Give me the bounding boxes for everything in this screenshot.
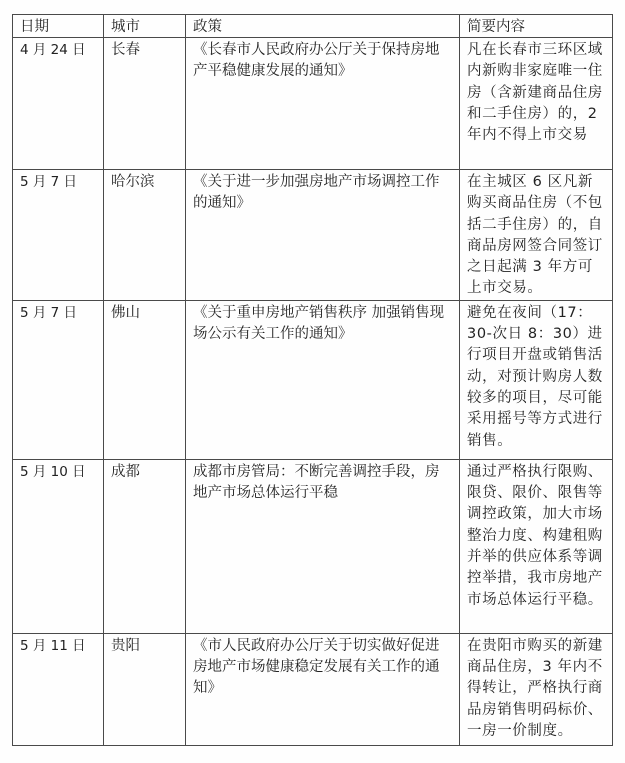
date-cell: 5 月 10 日 [13, 459, 104, 633]
policy-cell: 《长春市人民政府办公厅关于保持房地产平稳健康发展的通知》 [186, 38, 460, 170]
summary-cell: 凡在长春市三环区域内新购非家庭唯一住房（含新建商品住房和二手住房）的，2 年内不得上市交易 [460, 38, 613, 170]
city-cell: 贵阳 [104, 633, 186, 745]
housing-policy-table [12, 14, 613, 746]
policy-cell: 《关于进一步加强房地产市场调控工作的通知》 [186, 170, 460, 301]
header-policy: 政策 [186, 15, 460, 38]
table-row [13, 300, 613, 459]
table-row [13, 633, 613, 745]
summary-cell: 避免在夜间（17：30-次日 8：30）进行项目开盘或销售活动，对预计购房人数较多的项目，尽可能采用摇号等方式进行销售。 [460, 300, 613, 459]
date-cell: 5 月 11 日 [13, 633, 104, 745]
header-summary: 简要内容 [460, 15, 613, 38]
table-row [13, 38, 613, 170]
table-header-row [13, 15, 613, 38]
summary-cell: 通过严格执行限购、限贷、限价、限售等调控政策，加大市场整治力度、构建租购并举的供应体系等调控举措，我市房地产市场总体运行平稳。 [460, 459, 613, 633]
city-cell: 哈尔滨 [104, 170, 186, 301]
header-date: 日期 [13, 15, 104, 38]
table-row [13, 459, 613, 633]
date-cell: 4 月 24 日 [13, 38, 104, 170]
city-cell: 成都 [104, 459, 186, 633]
city-cell: 长春 [104, 38, 186, 170]
summary-cell: 在主城区 6 区凡新购买商品住房（不包括二手住房）的，自商品房网签合同签订之日起满 3 年方可上市交易。 [460, 170, 613, 301]
policy-cell: 《关于重申房地产销售秩序 加强销售现场公示有关工作的通知》 [186, 300, 460, 459]
summary-cell: 在贵阳市购买的新建商品住房，3 年内不得转让，严格执行商品房销售明码标价、一房一价制度。 [460, 633, 613, 745]
header-city: 城市 [104, 15, 186, 38]
date-cell: 5 月 7 日 [13, 300, 104, 459]
policy-cell: 《市人民政府办公厅关于切实做好促进房地产市场健康稳定发展有关工作的通知》 [186, 633, 460, 745]
city-cell: 佛山 [104, 300, 186, 459]
date-cell: 5 月 7 日 [13, 170, 104, 301]
policy-cell: 成都市房管局：不断完善调控手段，房地产市场总体运行平稳 [186, 459, 460, 633]
table-row [13, 170, 613, 301]
